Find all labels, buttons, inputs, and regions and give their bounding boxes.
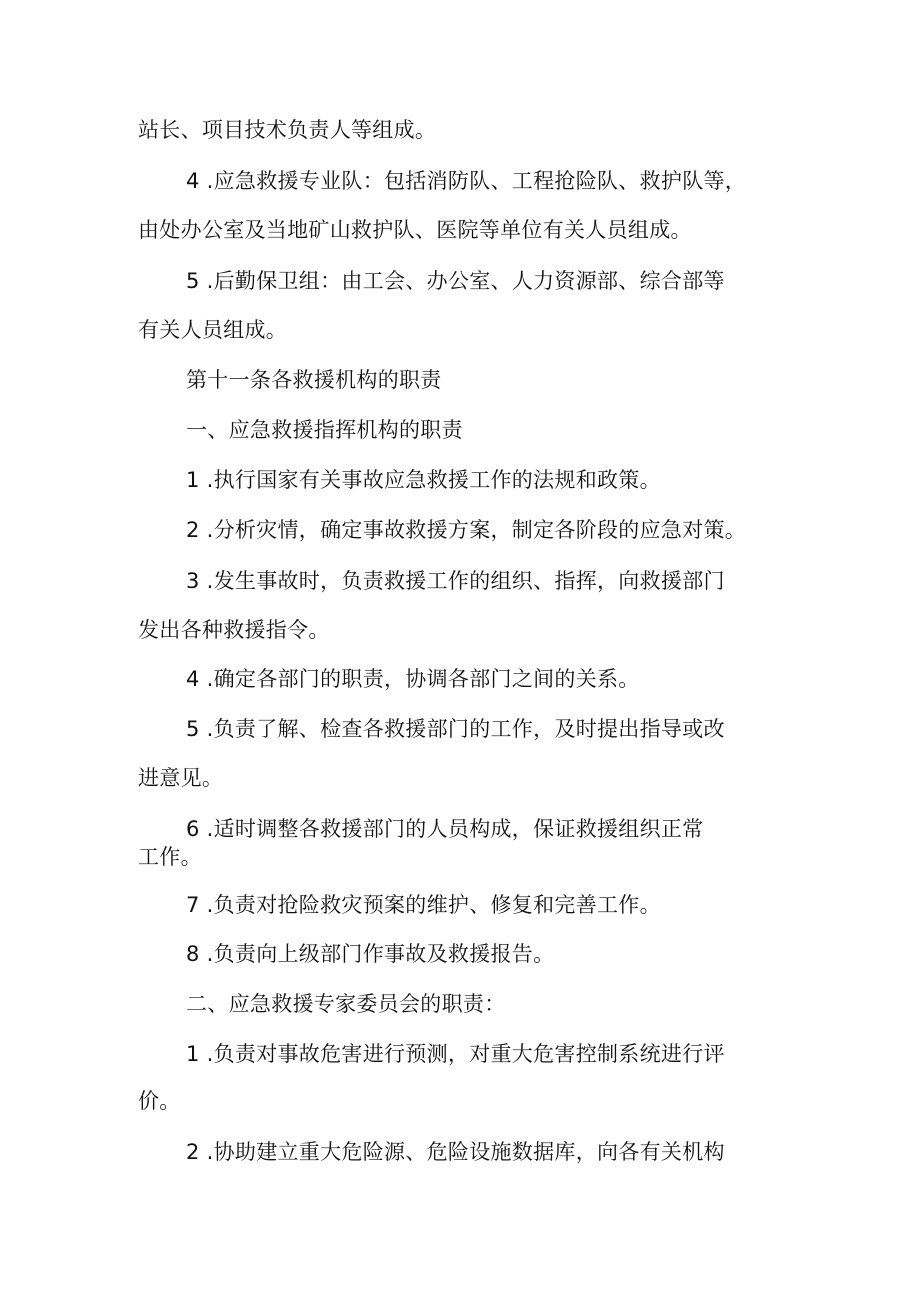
text-line-20: 1 .负责对事故危害进行预测，对重大危害控制系统进行评	[186, 1042, 725, 1066]
text-line-11: 发出各种救援指令。	[138, 618, 330, 642]
text-line-2: 4 .应急救援专业队：包括消防队、工程抢险队、救护队等，	[186, 169, 747, 193]
text-line-8: 1 .执行国家有关事故应急救援工作的法规和政策。	[186, 468, 661, 492]
section-heading-article-11: 第十一条各救援机构的职责	[186, 368, 442, 392]
text-line-18: 8 .负责向上级部门作事故及救援报告。	[186, 942, 555, 966]
subsection-heading-1: 一、应急救援指挥机构的职责	[186, 418, 463, 442]
text-line-13: 5 .负责了解、检查各救援部门的工作，及时提出指导或改	[186, 717, 725, 741]
text-line-21: 价。	[138, 1089, 181, 1113]
text-line-17: 7 .负责对抢险救灾预案的维护、修复和完善工作。	[186, 893, 661, 917]
text-line-15: 6 .适时调整各救援部门的人员构成，保证救援组织正常	[186, 817, 704, 841]
text-line-14: 进意见。	[138, 766, 224, 790]
text-line-1: 站长、项目技术负责人等组成。	[138, 118, 437, 142]
text-line-4: 5 .后勤保卫组：由工会、办公室、人力资源部、综合部等	[186, 269, 725, 293]
text-line-12: 4 .确定各部门的职责，协调各部门之间的关系。	[186, 667, 640, 691]
text-line-10: 3 .发生事故时，负责救援工作的组织、指挥，向救援部门	[186, 569, 725, 593]
text-line-5: 有关人员组成。	[138, 318, 288, 342]
text-line-3: 由处办公室及当地矿山救护队、医院等单位有关人员组成。	[138, 218, 692, 242]
text-line-22: 2 .协助建立重大危险源、危险设施数据库，向各有关机构	[186, 1140, 725, 1164]
text-line-16: 工作。	[138, 845, 202, 869]
text-line-9: 2 .分析灾情，确定事故救援方案，制定各阶段的应急对策。	[186, 518, 747, 542]
subsection-heading-2: 二、应急救援专家委员会的职责：	[186, 992, 506, 1016]
